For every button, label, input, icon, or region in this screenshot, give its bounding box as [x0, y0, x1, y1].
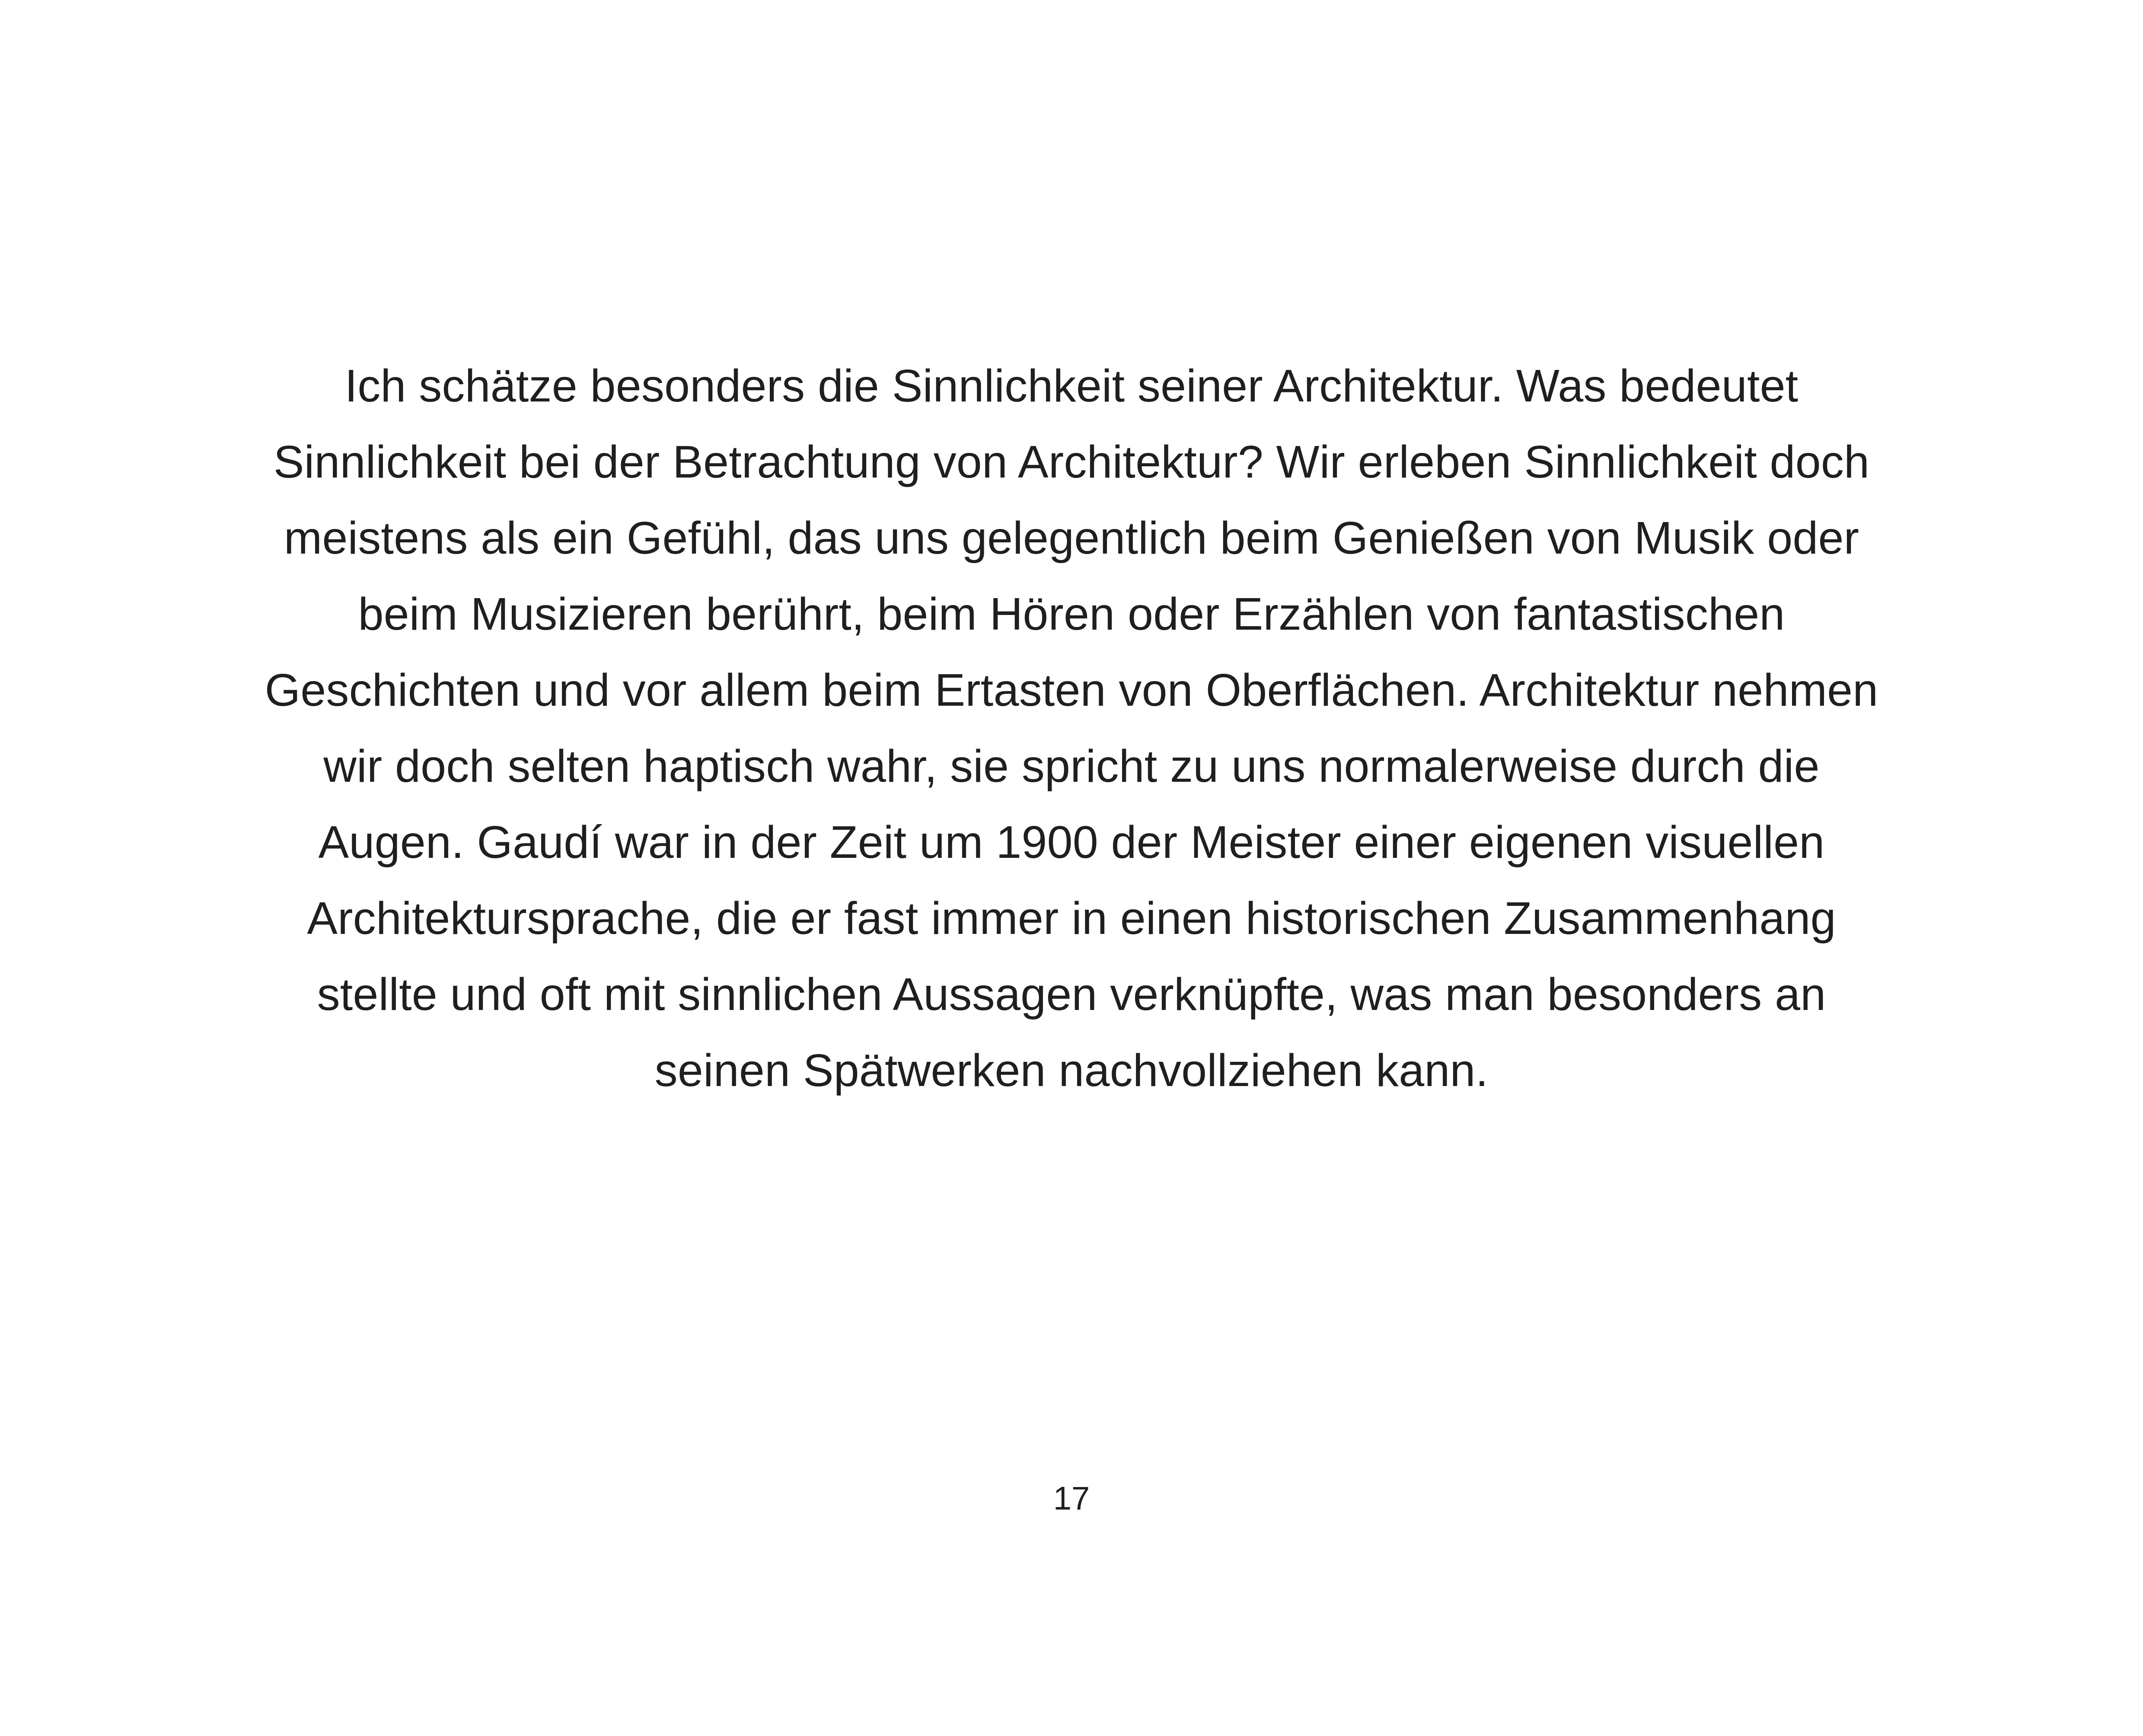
text-line: Ich schätze besonders die Sinnlichkeit seiner Architektur. Was bedeutet	[344, 360, 1799, 411]
page-number: 17	[1053, 1480, 1090, 1517]
body-paragraph	[108, 348, 2035, 1108]
text-line: wir doch selten haptisch wahr, sie spricht zu uns normalerweise durch die	[323, 741, 1820, 792]
text-line: Geschichten und vor allem beim Ertasten von Oberflächen. Architektur nehmen	[265, 665, 1878, 716]
text-line: seinen Spätwerken nachvollziehen kann.	[654, 1045, 1489, 1096]
text-line: stellte und oft mit sinnlichen Aussagen verknüpfte, was man besonders an	[317, 969, 1826, 1020]
text-line: beim Musizieren berührt, beim Hören oder Erzählen von fantastischen	[358, 589, 1785, 640]
text-line: Architektursprache, die er fast immer in einen historischen Zusammenhang	[307, 893, 1836, 944]
text-line: Sinnlichkeit bei der Betrachtung von Architektur? Wir erleben Sinnlichkeit doch	[273, 436, 1870, 487]
text-line: Augen. Gaudí war in der Zeit um 1900 der Meister einer eigenen visuellen	[318, 817, 1825, 868]
text-line: meistens als ein Gefühl, das uns gelegentlich beim Genießen von Musik oder	[284, 513, 1859, 564]
